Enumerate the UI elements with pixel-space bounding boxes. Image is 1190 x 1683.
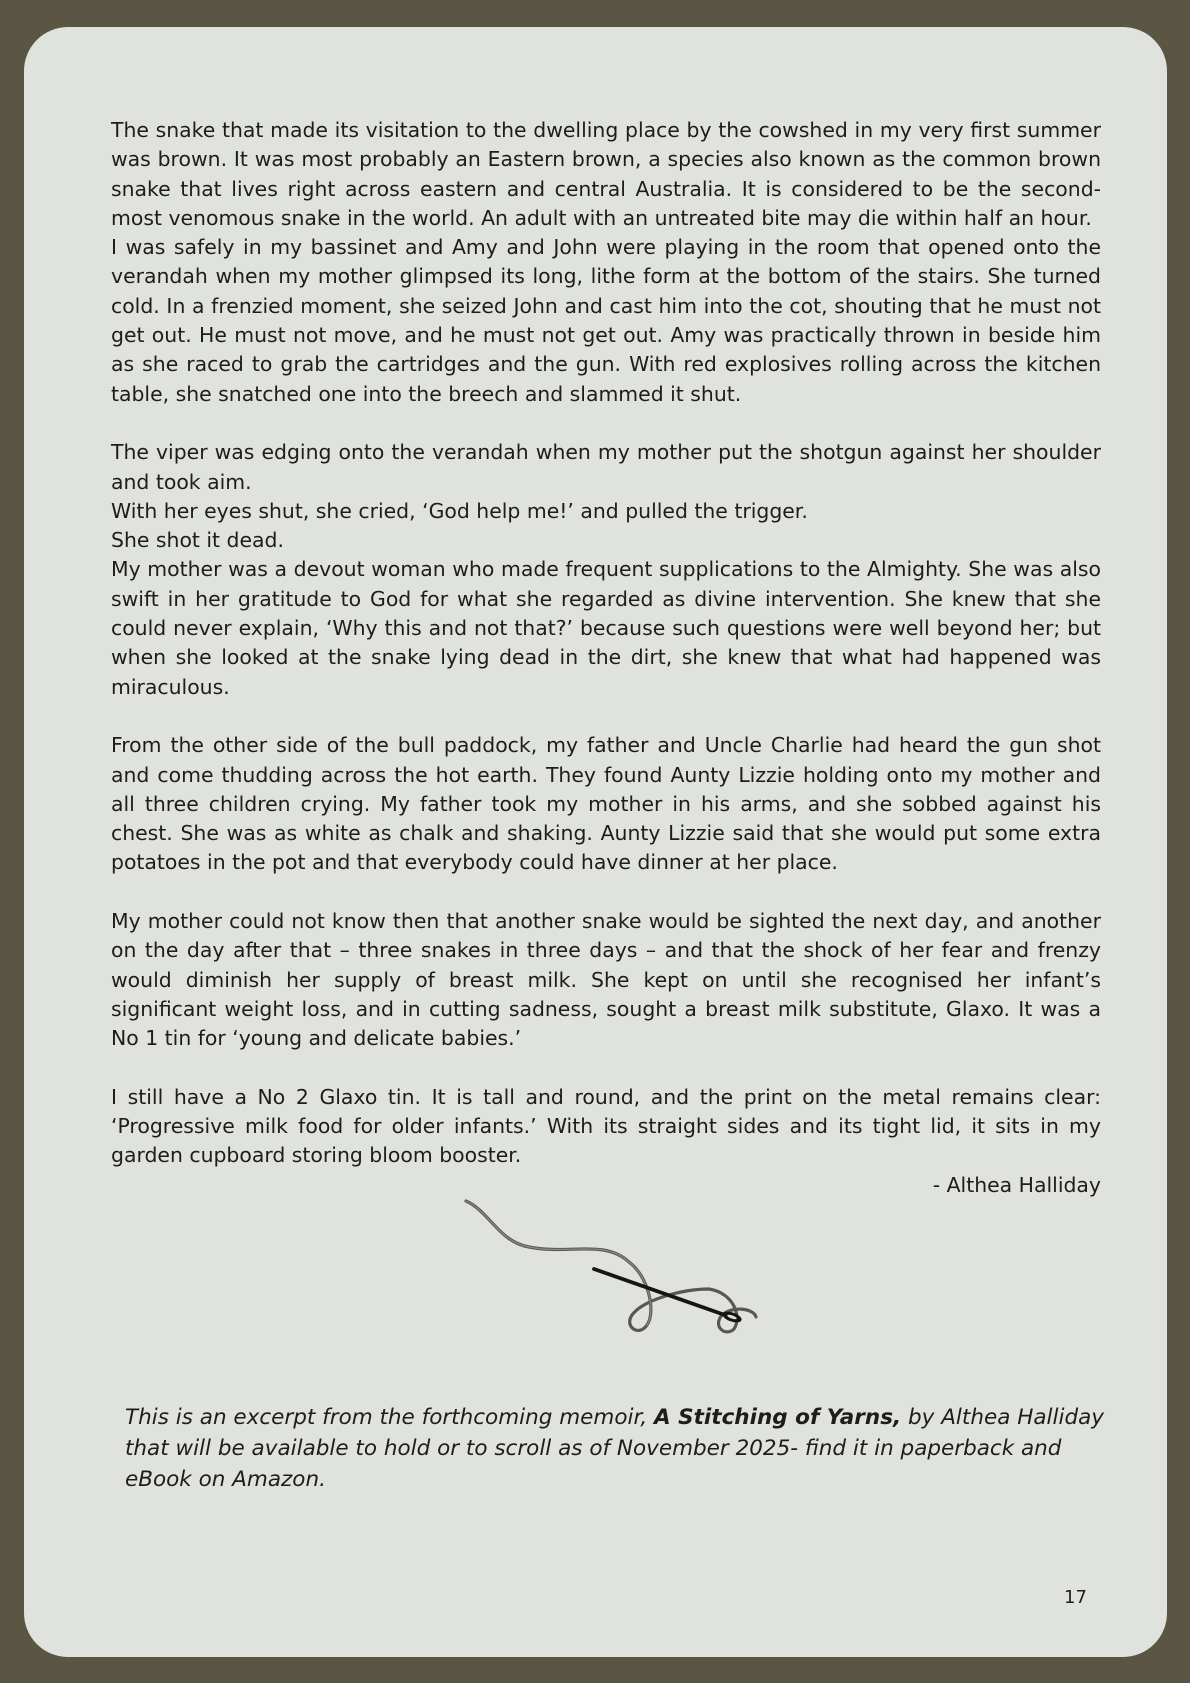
excerpt-note <box>125 1402 1115 1495</box>
story-paragraph: I still have a No 2 Glaxo tin. It is tall and round, and the print on the metal remains clear: ‘Progressive milk food for older infants.’ With its straight sides and its tight lid, it sits in my garden cupboard storing bloom booster. <box>111 1084 1101 1168</box>
story-paragraph: My mother was a devout woman who made frequent supplications to the Almighty. She was also swift in her gratitude to God for what she regarded as divine intervention. She knew that she could never explain, ‘Why this and not that?’ because such questions were well beyond her; but when she looked at the snake lying dead in the dirt, she knew that what had happened was miraculous. <box>111 557 1101 699</box>
excerpt-lead: This is an excerpt from the forthcoming memoir, <box>125 1405 655 1430</box>
story-paragraph: I was safely in my bassinet and Amy and John were playing in the room that opened onto the verandah when my mother glimpsed its long, lithe form at the bottom of the stairs. She turned cold. In a frenzied moment, she seized John and cast him into the cot, shouting that he must not get out. He must not move, and he must not get out. Amy was practically thrown in beside him as she raced to grab the cartridges and the gun. With red explosives rolling across the kitchen table, she snatched one into the breech and slammed it shut. <box>111 235 1101 406</box>
story-paragraph: She shot it dead. <box>111 528 284 553</box>
story-paragraph: The viper was edging onto the verandah when my mother put the shotgun against her shoulder and took aim. <box>111 440 1101 494</box>
story-paragraph: My mother could not know then that another snake would be sighted the next day, and another on the day after that – three snakes in three days – and that the shock of her fear and frenzy would diminish her supply of breast milk. She kept on until she recognised her infant’s significant weight loss, and in cutting sadness, sought a breast milk substitute, Glaxo. It was a No 1 tin for ‘young and delicate babies.’ <box>111 909 1101 1051</box>
author-signoff: - Althea Halliday <box>932 1172 1101 1197</box>
needle-and-thread-icon <box>444 1177 824 1377</box>
page-number: 17 <box>1064 1587 1087 1608</box>
story-paragraph: With her eyes shut, she cried, ‘God help me!’ and pulled the trigger. <box>111 498 808 523</box>
story-body <box>111 116 1101 1200</box>
excerpt-tail: by Althea Halliday that will be available to hold or to scroll as of November 2025- find it in paperback and eBook on Amazon. <box>125 1405 1105 1492</box>
page-card <box>24 27 1167 1657</box>
story-paragraph: The snake that made its visitation to the dwelling place by the cowshed in my very first summer was brown. It was most probably an Eastern brown, a species also known as the common brown snake that lives right across eastern and central Australia. It is considered to be the second-most venomous snake in the world. An adult with an untreated bite may die within half an hour. <box>111 118 1101 230</box>
story-paragraph: From the other side of the bull paddock, my father and Uncle Charlie had heard the gun shot and come thudding across the hot earth. They found Aunty Lizzie holding onto my mother and all three children crying. My father took my mother in his arms, and she sobbed against his chest. She was as white as chalk and shaking. Aunty Lizzie said that she would put some extra potatoes in the pot and that everybody could have dinner at her place. <box>111 733 1101 875</box>
book-title: A Stitching of Yarns, <box>654 1405 902 1430</box>
